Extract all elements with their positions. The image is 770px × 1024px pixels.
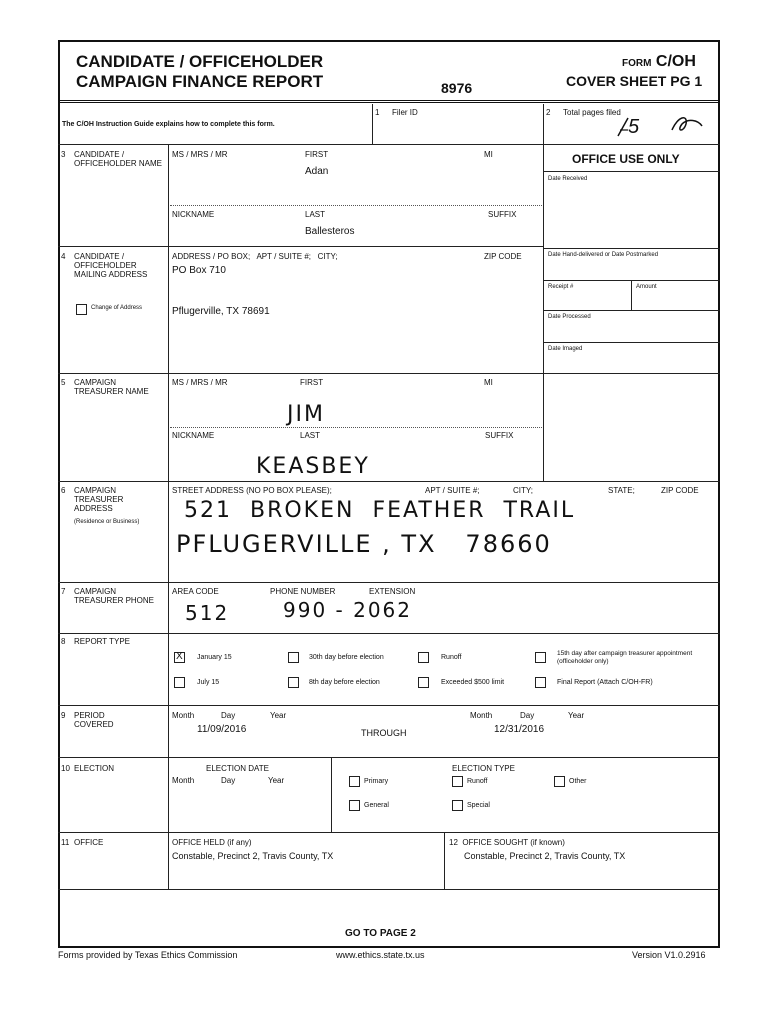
filer-id-num: 1 bbox=[375, 108, 380, 117]
filer-id-label: Filer ID bbox=[392, 108, 418, 117]
filer-number: 8976 bbox=[441, 80, 473, 96]
sec6-label: CAMPAIGN TREASURER ADDRESS bbox=[74, 486, 124, 513]
sec3-label: CANDIDATE / OFFICEHOLDER NAME bbox=[74, 150, 163, 168]
sec3-first-label: FIRST bbox=[305, 150, 329, 159]
sec9-day-label: Day bbox=[221, 711, 236, 720]
sec9-month-label: Month bbox=[172, 711, 195, 720]
report-type-july-checkbox[interactable] bbox=[174, 677, 185, 688]
footer-provided-by: Forms provided by Texas Ethics Commission bbox=[58, 950, 238, 960]
report-type-15th-checkbox[interactable] bbox=[535, 652, 546, 663]
report-type-final-label: Final Report (Attach C/OH-FR) bbox=[557, 679, 653, 686]
mailing-address-line1: PO Box 710 bbox=[172, 265, 226, 276]
sec5-mi-label: MI bbox=[484, 378, 493, 387]
sec3-nickname-label: NICKNAME bbox=[172, 210, 215, 219]
report-type-runoff-checkbox[interactable] bbox=[418, 652, 429, 663]
sec5-first-label: FIRST bbox=[300, 378, 324, 387]
election-other-label: Other bbox=[569, 778, 587, 785]
sec9-day2-label: Day bbox=[520, 711, 535, 720]
sec4-zip-label: ZIP CODE bbox=[484, 252, 522, 261]
handwritten-initials-icon bbox=[668, 112, 708, 141]
report-type-final-checkbox[interactable] bbox=[535, 677, 546, 688]
report-type-15th-label: 15th day after campaign treasurer appointment (officeholder only) bbox=[557, 650, 693, 665]
sec5-label: CAMPAIGN TREASURER NAME bbox=[74, 378, 149, 396]
sec6-sublabel: (Residence or Business) bbox=[74, 519, 140, 525]
sec7-ext-label: EXTENSION bbox=[369, 587, 416, 596]
total-pages-value: 5 bbox=[628, 116, 640, 138]
sec7-num: 7 bbox=[61, 587, 66, 596]
footer-url: www.ethics.state.tx.us bbox=[336, 950, 425, 960]
office-sought-label: 12 OFFICE SOUGHT (if known) bbox=[449, 838, 565, 847]
candidate-first-name: Adan bbox=[305, 166, 329, 177]
report-type-runoff-label: Runoff bbox=[441, 654, 462, 661]
election-special-label: Special bbox=[467, 802, 490, 809]
sec9-year2-label: Year bbox=[568, 711, 585, 720]
mailing-address-line2: Pflugerville, TX 78691 bbox=[172, 306, 270, 317]
sec4-label: CANDIDATE / OFFICEHOLDER MAILING ADDRESS bbox=[74, 252, 148, 279]
office-sought-value: Constable, Precinct 2, Travis County, TX bbox=[464, 851, 626, 861]
sec11-num: 11 bbox=[61, 838, 70, 847]
sec6-state-label: STATE; bbox=[608, 486, 635, 495]
sec9-label: PERIOD COVERED bbox=[74, 711, 114, 729]
sec9-month2-label: Month bbox=[470, 711, 493, 720]
treasurer-last-name: KEASBEY bbox=[256, 454, 370, 479]
report-type-exceeded-label: Exceeded $500 limit bbox=[441, 679, 505, 686]
title-line2: CAMPAIGN FINANCE REPORT bbox=[76, 72, 324, 91]
election-general-label: General bbox=[364, 802, 389, 809]
report-type-january-checkbox[interactable] bbox=[174, 652, 185, 663]
election-runoff-checkbox[interactable] bbox=[452, 776, 463, 787]
date-received-label: Date Received bbox=[548, 176, 588, 182]
sec6-num: 6 bbox=[61, 486, 66, 495]
date-processed-label: Date Processed bbox=[548, 314, 591, 320]
treasurer-phone-number: 990 - 2062 bbox=[283, 598, 413, 622]
sec6-apt-label: APT / SUITE #; bbox=[425, 486, 480, 495]
treasurer-address-line2: PFLUGERVILLE , TX 78660 bbox=[176, 530, 552, 558]
election-primary-checkbox[interactable] bbox=[349, 776, 360, 787]
amount-label: Amount bbox=[636, 284, 657, 290]
treasurer-area-code: 512 bbox=[185, 601, 230, 625]
report-type-30th-checkbox[interactable] bbox=[288, 652, 299, 663]
sec7-phone-label: PHONE NUMBER bbox=[270, 587, 336, 596]
sec5-nickname-label: NICKNAME bbox=[172, 431, 215, 440]
change-of-address-label: Change of Address bbox=[91, 305, 143, 311]
sec8-num: 8 bbox=[61, 637, 66, 646]
office-use-title: OFFICE USE ONLY bbox=[572, 152, 680, 166]
total-pages-label: Total pages filed bbox=[563, 108, 621, 117]
sec6-zip-label: ZIP CODE bbox=[661, 486, 699, 495]
header-divider bbox=[58, 100, 720, 103]
election-runoff-label: Runoff bbox=[467, 778, 488, 785]
instructions-text: The C/OH Instruction Guide explains how to complete this form. bbox=[62, 121, 275, 128]
sec7-area-label: AREA CODE bbox=[172, 587, 219, 596]
sec10-year-label: Year bbox=[268, 776, 285, 785]
sec8-label: REPORT TYPE bbox=[74, 637, 131, 646]
treasurer-first-name: JIM bbox=[287, 402, 325, 427]
sec3-suffix-label: SUFFIX bbox=[488, 210, 517, 219]
sec10-day-label: Day bbox=[221, 776, 236, 785]
sec4-num: 4 bbox=[61, 252, 66, 261]
period-from-date: 11/09/2016 bbox=[197, 724, 247, 735]
period-to-date: 12/31/2016 bbox=[494, 724, 545, 735]
title-line1: CANDIDATE / OFFICEHOLDER bbox=[76, 52, 324, 71]
sec3-num: 3 bbox=[61, 150, 66, 159]
office-held-label: OFFICE HELD (if any) bbox=[172, 838, 252, 847]
date-imaged-label: Date Imaged bbox=[548, 346, 583, 352]
sec11-label: OFFICE bbox=[74, 838, 104, 847]
candidate-last-name: Ballesteros bbox=[305, 226, 355, 237]
report-type-8th-label: 8th day before election bbox=[309, 679, 380, 686]
sec5-prefix-label: MS / MRS / MR bbox=[172, 378, 228, 387]
change-of-address-checkbox[interactable] bbox=[76, 304, 87, 315]
sec3-prefix-label: MS / MRS / MR bbox=[172, 150, 228, 159]
office-held-value: Constable, Precinct 2, Travis County, TX bbox=[172, 851, 334, 861]
go-to-page-2: GO TO PAGE 2 bbox=[345, 928, 416, 939]
election-general-checkbox[interactable] bbox=[349, 800, 360, 811]
report-type-30th-label: 30th day before election bbox=[309, 654, 384, 661]
report-type-july-label: July 15 bbox=[197, 679, 220, 686]
sec7-label: CAMPAIGN TREASURER PHONE bbox=[74, 587, 155, 605]
report-type-january-label: January 15 bbox=[197, 654, 232, 661]
sec5-suffix-label: SUFFIX bbox=[485, 431, 514, 440]
sec5-last-label: LAST bbox=[300, 431, 321, 440]
cover-sheet-label: COVER SHEET PG 1 bbox=[566, 73, 703, 89]
election-type-label: ELECTION TYPE bbox=[452, 764, 515, 773]
sec10-num: 10 bbox=[61, 764, 70, 773]
form-label bbox=[622, 53, 696, 71]
through-label: THROUGH bbox=[361, 728, 407, 738]
date-hand-label: Date Hand-delivered or Date Postmarked bbox=[548, 252, 659, 258]
sec3-last-label: LAST bbox=[305, 210, 326, 219]
sec4-address-label: ADDRESS / PO BOX; APT / SUITE #; CITY; bbox=[172, 252, 338, 261]
election-special-checkbox[interactable] bbox=[452, 800, 463, 811]
sec10-month-label: Month bbox=[172, 776, 195, 785]
form-name: C/OH bbox=[655, 53, 696, 70]
report-type-exceeded-checkbox[interactable] bbox=[418, 677, 429, 688]
footer-version: Version V1.0.2916 bbox=[632, 950, 706, 960]
sec10-label: ELECTION bbox=[74, 764, 115, 773]
receipt-label: Receipt # bbox=[548, 284, 574, 290]
form-prefix: FORM bbox=[622, 58, 652, 69]
total-pages-num: 2 bbox=[546, 108, 551, 117]
election-other-checkbox[interactable] bbox=[554, 776, 565, 787]
sec9-year-label: Year bbox=[270, 711, 287, 720]
sec6-street-label: STREET ADDRESS (NO PO BOX PLEASE); bbox=[172, 486, 332, 495]
slash-mark-icon bbox=[616, 116, 630, 143]
sec9-num: 9 bbox=[61, 711, 66, 720]
election-primary-label: Primary bbox=[364, 778, 389, 785]
election-date-label: ELECTION DATE bbox=[206, 764, 269, 773]
sec5-num: 5 bbox=[61, 378, 66, 387]
sec3-mi-label: MI bbox=[484, 150, 493, 159]
treasurer-address-line1: 521 BROKEN FEATHER TRAIL bbox=[184, 498, 576, 523]
sec6-city-label: CITY; bbox=[513, 486, 533, 495]
report-type-8th-checkbox[interactable] bbox=[288, 677, 299, 688]
